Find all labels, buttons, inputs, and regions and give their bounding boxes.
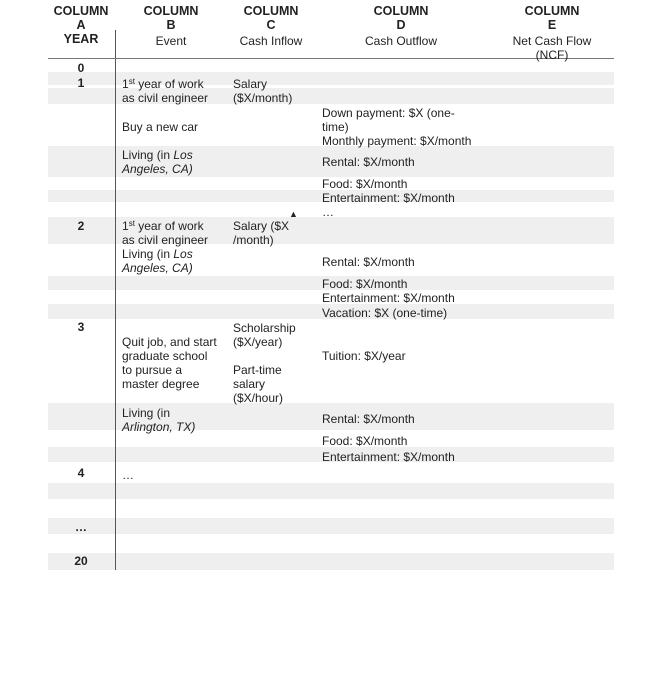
column-divider xyxy=(115,30,116,570)
column-c-header: COLUMN C xyxy=(243,4,299,32)
column-b-header: COLUMN B xyxy=(143,4,199,32)
column-d-subheader: Cash Outflow xyxy=(364,34,438,48)
inflow-part-time: Part-time salary ($X/hour) xyxy=(233,363,284,405)
cursor-arrow-icon: ▲ xyxy=(289,209,298,219)
row-band xyxy=(48,518,614,534)
outflow-food-2: Food: $X/month xyxy=(322,277,408,291)
inflow-scholarship: Scholarship ($X/year) xyxy=(233,321,296,349)
column-b-subheader: Event xyxy=(155,34,187,48)
event-buy-car: Buy a new car xyxy=(122,120,199,134)
event-living-arlington: Living (in Arlington, TX) xyxy=(122,406,196,434)
outflow-entertainment-2: Entertainment: $X/month xyxy=(322,291,455,305)
event-living-la: Living (in Los Angeles, CA) xyxy=(122,148,193,176)
outflow-rental-3: Rental: $X/month xyxy=(322,412,415,426)
row-band xyxy=(48,483,614,499)
event-grad-school: Quit job, and start graduate school to pursue a master degree xyxy=(122,335,217,391)
year-3: 3 xyxy=(77,320,85,334)
event-more: … xyxy=(122,468,134,482)
year-20: 20 xyxy=(74,554,88,568)
outflow-food: Food: $X/month xyxy=(322,177,408,191)
event-first-year-work: 1st year of work as civil engineer xyxy=(122,77,209,105)
outflow-rental: Rental: $X/month xyxy=(322,155,415,169)
year-4: 4 xyxy=(77,466,85,480)
year-ellipsis: … xyxy=(75,520,87,534)
year-1: 1 xyxy=(77,76,85,90)
column-c-subheader: Cash Inflow xyxy=(239,34,303,48)
event-first-year-work-2: 1st year of work as civil engineer Living (in Los Angeles, CA) xyxy=(122,219,209,275)
year-2: 2 xyxy=(77,219,85,233)
outflow-tuition: Tuition: $X/year xyxy=(322,349,406,363)
inflow-salary: Salary ($X/month) xyxy=(233,77,293,105)
column-a-header: COLUMN A YEAR xyxy=(53,4,109,46)
column-e-header: COLUMN E xyxy=(524,4,580,32)
row-band xyxy=(48,553,614,570)
outflow-car: Down payment: $X (one- time) Monthly payment: $X/month xyxy=(322,106,472,148)
column-d-header: COLUMN D xyxy=(373,4,429,32)
outflow-more: … xyxy=(322,205,334,219)
column-e-subheader: Net Cash Flow (NCF) xyxy=(512,34,592,62)
outflow-food-3: Food: $X/month xyxy=(322,434,408,448)
outflow-rental-2: Rental: $X/month xyxy=(322,255,415,269)
outflow-entertainment: Entertainment: $X/month xyxy=(322,191,455,205)
outflow-entertainment-3: Entertainment: $X/month xyxy=(322,450,455,464)
outflow-vacation-2: Vacation: $X (one-time) xyxy=(322,306,448,320)
year-0: 0 xyxy=(77,61,85,75)
inflow-salary-2: Salary ($X /month) xyxy=(233,219,290,247)
